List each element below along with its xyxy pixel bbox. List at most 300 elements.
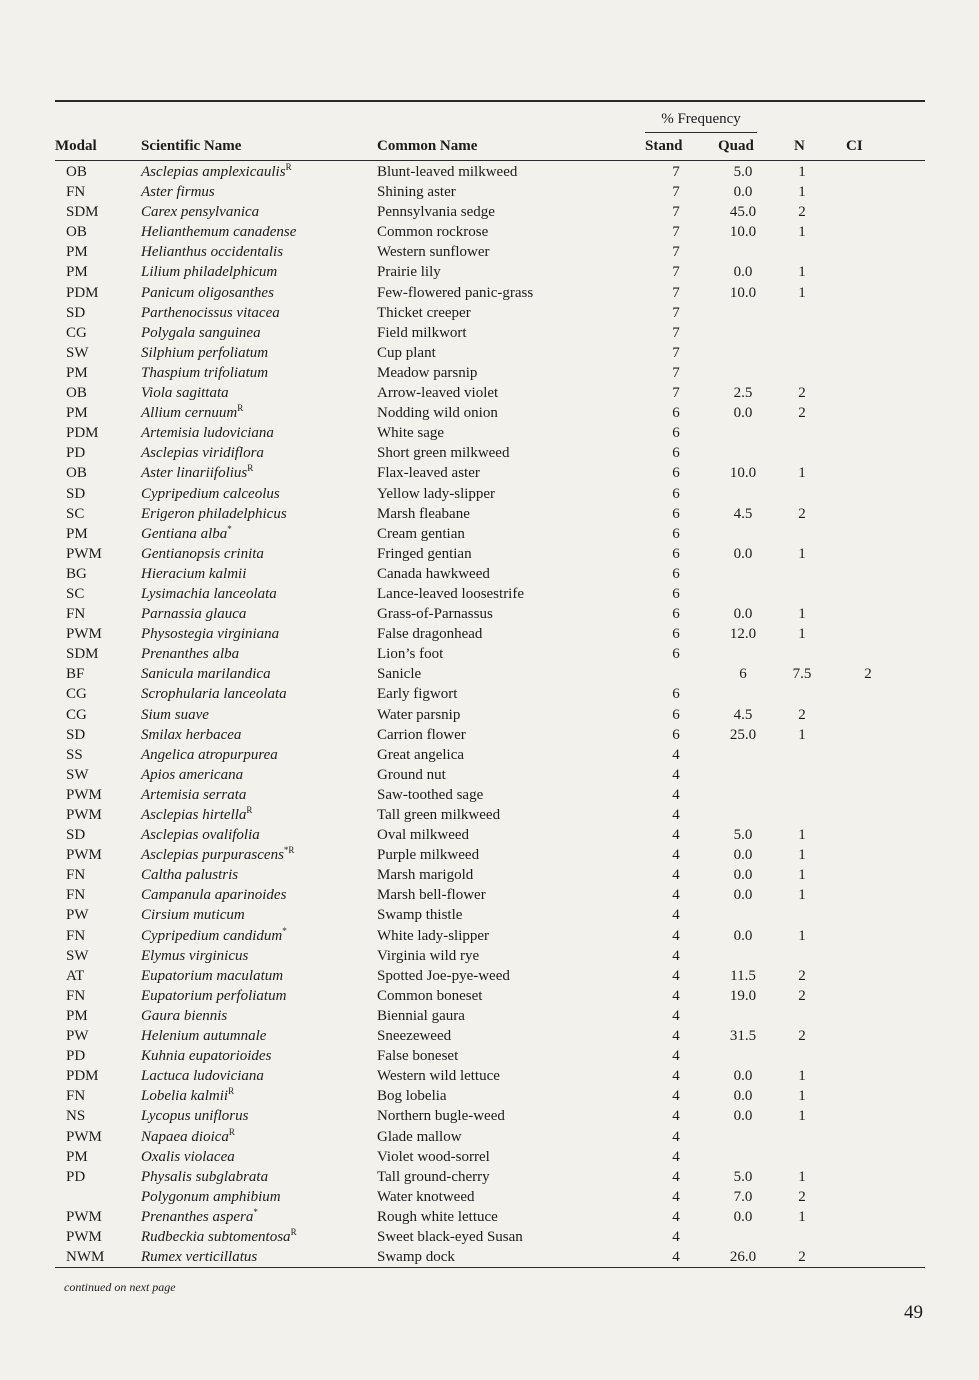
stand-cell: 6 bbox=[672, 706, 680, 723]
stand-cell: 4 bbox=[672, 947, 680, 964]
table-row bbox=[0, 705, 979, 725]
scientific-name-text: Allium cernuum bbox=[141, 405, 238, 422]
scientific-name-cell bbox=[141, 926, 287, 946]
common-name-cell: Yellow lady-slipper bbox=[377, 485, 496, 502]
modal-cell: PWM bbox=[66, 1228, 102, 1245]
table-row bbox=[0, 1247, 979, 1267]
stand-cell: 6 bbox=[672, 525, 680, 542]
common-name-cell: Oval milkweed bbox=[377, 827, 470, 844]
modal-cell: PD bbox=[66, 1168, 86, 1185]
common-name-cell: False dragonhead bbox=[377, 626, 483, 643]
modal-cell: SDM bbox=[66, 204, 99, 221]
modal-cell: PD bbox=[66, 1048, 86, 1065]
common-name-cell: Short green milkweed bbox=[377, 445, 510, 462]
scientific-name-cell bbox=[141, 785, 246, 805]
n-cell: 1 bbox=[798, 726, 806, 743]
scientific-name-text: Cypripedium candidum bbox=[141, 927, 283, 944]
table-row bbox=[0, 885, 979, 905]
common-name-cell: Common rockrose bbox=[377, 224, 489, 241]
continued-note: continued on next page bbox=[64, 1280, 176, 1294]
common-name-cell: Biennial gaura bbox=[377, 1007, 465, 1024]
scientific-name-cell bbox=[141, 1147, 235, 1167]
scientific-name-cell bbox=[141, 544, 264, 564]
scientific-name-text: Asclepias purpurascens bbox=[141, 847, 284, 864]
modal-cell: PM bbox=[66, 244, 88, 261]
stand-cell: 4 bbox=[672, 1208, 680, 1225]
scientific-name-cell bbox=[141, 303, 280, 323]
stand-cell: 6 bbox=[672, 485, 680, 502]
table-body bbox=[0, 162, 979, 1267]
stand-cell: 7 bbox=[672, 224, 680, 241]
n-cell: 2 bbox=[798, 385, 806, 402]
scientific-name-text: Hieracium kalmii bbox=[141, 565, 247, 582]
scientific-name-cell bbox=[141, 1187, 281, 1207]
common-name-cell: Marsh bell-flower bbox=[377, 887, 486, 904]
scientific-name-cell bbox=[141, 584, 277, 604]
stand-cell: 4 bbox=[672, 1188, 680, 1205]
scientific-name-text: Artemisia serrata bbox=[141, 786, 247, 803]
scientific-name-text: Carex pensylvanica bbox=[141, 204, 260, 221]
modal-cell: SC bbox=[66, 585, 85, 602]
modal-cell: PD bbox=[66, 445, 86, 462]
common-name-cell: Water knotweed bbox=[377, 1188, 475, 1205]
stand-cell: 7 bbox=[672, 364, 680, 381]
scientific-name-cell bbox=[141, 905, 245, 925]
table-row bbox=[0, 1227, 979, 1247]
table-row bbox=[0, 524, 979, 544]
common-name-cell: Tall green milkweed bbox=[377, 807, 501, 823]
scientific-name-text: Aster linariifolius bbox=[141, 465, 248, 482]
n-cell: 2 bbox=[798, 706, 806, 723]
footnote-marker: R bbox=[237, 403, 244, 414]
scientific-name-text: Lobelia kalmii bbox=[141, 1088, 229, 1105]
n-cell: 1 bbox=[798, 867, 806, 884]
scientific-name-cell bbox=[141, 765, 243, 785]
scientific-name-cell bbox=[141, 403, 243, 423]
modal-cell: FN bbox=[66, 887, 86, 904]
n-cell: 1 bbox=[798, 164, 806, 180]
table-row bbox=[0, 865, 979, 885]
common-name-cell: Swamp dock bbox=[377, 1249, 455, 1266]
stand-cell: 4 bbox=[672, 1028, 680, 1045]
scientific-name-text: Smilax herbacea bbox=[141, 726, 242, 743]
stand-cell: 7 bbox=[672, 324, 680, 341]
modal-cell: PM bbox=[66, 525, 88, 542]
quad-cell: 10.0 bbox=[729, 465, 757, 482]
common-name-cell: Saw-toothed sage bbox=[377, 786, 484, 803]
quad-cell: 7.0 bbox=[733, 1188, 753, 1205]
scientific-name-text: Parthenocissus vitacea bbox=[141, 304, 280, 321]
quad-cell: 0.0 bbox=[733, 405, 753, 422]
modal-cell: PDM bbox=[66, 1068, 99, 1085]
stand-cell: 4 bbox=[672, 1068, 680, 1085]
modal-cell: BF bbox=[66, 666, 85, 683]
modal-cell: OB bbox=[66, 385, 87, 402]
stand-cell: 6 bbox=[672, 465, 680, 482]
stand-cell: 6 bbox=[672, 545, 680, 562]
table-row bbox=[0, 162, 979, 182]
table-row bbox=[0, 825, 979, 845]
stand-cell: 4 bbox=[672, 766, 680, 783]
table-row bbox=[0, 1207, 979, 1227]
table-row bbox=[0, 926, 979, 946]
quad-cell: 11.5 bbox=[730, 967, 756, 984]
scientific-name-cell bbox=[141, 845, 294, 865]
scientific-name-cell bbox=[141, 343, 268, 363]
common-name-cell: Grass-of-Parnassus bbox=[377, 606, 493, 623]
modal-cell: SD bbox=[66, 485, 86, 502]
common-name-cell: Glade mallow bbox=[377, 1128, 462, 1145]
stand-cell: 4 bbox=[672, 1249, 680, 1266]
n-cell: 1 bbox=[798, 606, 806, 623]
scientific-name-text: Silphium perfoliatum bbox=[141, 344, 269, 361]
modal-cell: PW bbox=[66, 1028, 89, 1045]
scientific-name-cell bbox=[141, 162, 292, 182]
quad-cell: 45.0 bbox=[729, 204, 757, 221]
scientific-name-text: Apios americana bbox=[141, 766, 244, 783]
modal-cell: PWM bbox=[66, 545, 102, 562]
common-name-cell: Western wild lettuce bbox=[377, 1068, 500, 1085]
scientific-name-cell bbox=[141, 1127, 235, 1147]
stand-cell: 6 bbox=[672, 646, 680, 663]
scientific-name-text: Polygala sanguinea bbox=[141, 324, 261, 341]
footnote-marker: R bbox=[246, 805, 253, 815]
common-name-cell: Northern bugle-weed bbox=[377, 1108, 505, 1125]
quad-cell: 2.5 bbox=[733, 385, 753, 402]
n-cell: 1 bbox=[798, 827, 806, 844]
scientific-name-text: Kuhnia eupatorioides bbox=[141, 1048, 272, 1065]
common-name-cell: Ground nut bbox=[377, 766, 446, 783]
scientific-name-text: Gentianopsis crinita bbox=[141, 545, 264, 562]
quad-cell: 4.5 bbox=[733, 706, 753, 723]
scientific-name-text: Physalis subglabrata bbox=[141, 1168, 269, 1185]
scientific-name-text: Physostegia virginiana bbox=[141, 626, 280, 643]
n-cell: 1 bbox=[798, 626, 806, 643]
stand-cell: 4 bbox=[672, 967, 680, 984]
scientific-name-cell bbox=[141, 624, 279, 644]
modal-cell: FN bbox=[66, 927, 86, 944]
quad-cell: 12.0 bbox=[729, 626, 757, 643]
n-cell: 1 bbox=[798, 1068, 806, 1085]
scientific-name-text: Asclepias viridiflora bbox=[141, 445, 264, 462]
n-cell: 1 bbox=[798, 545, 806, 562]
stand-cell: 4 bbox=[672, 987, 680, 1004]
table-row bbox=[0, 544, 979, 564]
stand-cell: 4 bbox=[672, 786, 680, 803]
stand-cell: 7 bbox=[672, 264, 680, 281]
stand-cell: 4 bbox=[672, 1048, 680, 1065]
modal-cell: OB bbox=[66, 465, 87, 482]
scientific-name-text: Thaspium trifoliatum bbox=[141, 364, 269, 381]
modal-cell: PM bbox=[66, 1007, 88, 1024]
modal-cell: NWM bbox=[66, 1249, 105, 1266]
modal-cell: FN bbox=[66, 606, 86, 623]
scientific-name-cell bbox=[141, 463, 253, 483]
table-row bbox=[0, 1006, 979, 1026]
scientific-name-cell bbox=[141, 604, 246, 624]
n-cell: 2 bbox=[798, 1028, 806, 1045]
scientific-name-cell bbox=[141, 262, 277, 282]
common-name-cell: Arrow-leaved violet bbox=[377, 385, 499, 402]
scientific-name-text: Polygonum amphibium bbox=[141, 1188, 281, 1205]
stand-cell: 6 bbox=[672, 726, 680, 743]
modal-cell: SD bbox=[66, 304, 86, 321]
common-name-cell: Water parsnip bbox=[377, 706, 461, 723]
scientific-name-text: Angelica atropurpurea bbox=[141, 746, 278, 763]
quad-cell: 10.0 bbox=[729, 224, 757, 241]
scientific-name-text: Caltha palustris bbox=[141, 867, 239, 884]
scientific-name-cell bbox=[141, 524, 232, 544]
modal-cell: PDM bbox=[66, 284, 99, 301]
common-name-cell: Shining aster bbox=[377, 184, 456, 201]
scientific-name-cell bbox=[141, 1066, 264, 1086]
modal-cell: CG bbox=[66, 324, 87, 341]
scientific-name-text: Cirsium muticum bbox=[141, 907, 245, 924]
footnote-marker: R bbox=[285, 162, 292, 172]
quad-cell: 31.5 bbox=[729, 1028, 757, 1045]
column-header-quad: Quad bbox=[718, 138, 754, 154]
n-cell: 1 bbox=[798, 1088, 806, 1105]
quad-cell: 0.0 bbox=[733, 1068, 753, 1085]
n-cell: 2 bbox=[798, 405, 806, 422]
modal-cell: SD bbox=[66, 726, 86, 743]
scientific-name-cell bbox=[141, 283, 274, 303]
table-row bbox=[0, 222, 979, 242]
footnote-marker: R bbox=[228, 1086, 235, 1097]
table-row bbox=[0, 1046, 979, 1066]
common-name-cell: Field milkwort bbox=[377, 324, 467, 341]
scientific-name-text: Elymus virginicus bbox=[141, 947, 249, 964]
quad-cell: 0.0 bbox=[733, 887, 753, 904]
modal-cell: FN bbox=[66, 1088, 86, 1105]
scientific-name-text: Lycopus uniflorus bbox=[141, 1108, 249, 1125]
column-header-common-name: Common Name bbox=[377, 138, 478, 154]
modal-cell: NS bbox=[66, 1108, 86, 1125]
stand-cell: 7 bbox=[672, 244, 680, 261]
common-name-cell: Early figwort bbox=[377, 686, 458, 703]
common-name-cell: Tall ground-cherry bbox=[377, 1168, 490, 1185]
scientific-name-cell bbox=[141, 644, 239, 664]
n-cell: 2 bbox=[798, 1188, 806, 1205]
common-name-cell: Thicket creeper bbox=[377, 304, 471, 321]
table-row bbox=[0, 1127, 979, 1147]
footnote-marker: R bbox=[247, 463, 254, 474]
table-row bbox=[0, 1187, 979, 1207]
quad-cell: 25.0 bbox=[729, 726, 757, 743]
table-row bbox=[0, 644, 979, 664]
scientific-name-cell bbox=[141, 202, 259, 222]
footnote-marker: * bbox=[253, 1206, 258, 1217]
table-row bbox=[0, 624, 979, 644]
stand-cell: 4 bbox=[672, 887, 680, 904]
common-name-cell: Few-flowered panic-grass bbox=[377, 284, 534, 301]
scientific-name-text: Gentiana alba bbox=[141, 525, 228, 542]
stand-cell: 4 bbox=[672, 1007, 680, 1024]
scientific-name-cell bbox=[141, 363, 268, 383]
scientific-name-cell bbox=[141, 885, 286, 905]
quad-cell: 0.0 bbox=[733, 1208, 753, 1225]
table-row bbox=[0, 905, 979, 925]
table-row bbox=[0, 504, 979, 524]
scientific-name-cell bbox=[141, 1026, 266, 1046]
quad-cell: 10.0 bbox=[729, 284, 757, 301]
stand-cell: 4 bbox=[672, 867, 680, 884]
footnote-marker: R bbox=[228, 1126, 235, 1137]
common-name-cell: Carrion flower bbox=[377, 726, 466, 743]
n-cell: 1 bbox=[798, 465, 806, 482]
scientific-name-text: Rumex verticillatus bbox=[141, 1249, 258, 1266]
table-row bbox=[0, 584, 979, 604]
modal-cell: PW bbox=[66, 907, 89, 924]
n-cell: 2 bbox=[798, 987, 806, 1004]
quad-cell: 6 bbox=[739, 666, 747, 683]
table-row bbox=[0, 423, 979, 443]
table-row bbox=[0, 484, 979, 504]
common-name-cell: Common boneset bbox=[377, 987, 483, 1004]
modal-cell: OB bbox=[66, 224, 87, 241]
stand-cell: 4 bbox=[672, 1128, 680, 1145]
common-name-cell: Nodding wild onion bbox=[377, 405, 498, 422]
modal-cell: PM bbox=[66, 264, 88, 281]
ci-cell: 2 bbox=[864, 666, 872, 683]
n-cell: 1 bbox=[798, 847, 806, 864]
column-header-scientific-name: Scientific Name bbox=[141, 138, 242, 154]
table-row bbox=[0, 363, 979, 383]
n-cell: 1 bbox=[798, 264, 806, 281]
scientific-name-text: Asclepias ovalifolia bbox=[141, 827, 260, 844]
common-name-cell: Flax-leaved aster bbox=[377, 465, 480, 482]
quad-cell: 0.0 bbox=[733, 545, 753, 562]
quad-cell: 0.0 bbox=[733, 867, 753, 884]
common-name-cell: Sneezeweed bbox=[377, 1028, 452, 1045]
scientific-name-cell bbox=[141, 383, 229, 403]
common-name-cell: Sweet black-eyed Susan bbox=[377, 1228, 523, 1245]
scientific-name-cell bbox=[141, 865, 238, 885]
common-name-cell: Violet wood-sorrel bbox=[377, 1148, 490, 1165]
quad-cell: 19.0 bbox=[729, 987, 757, 1004]
frequency-group-rule bbox=[645, 132, 757, 133]
stand-cell: 7 bbox=[672, 284, 680, 301]
modal-cell: OB bbox=[66, 164, 87, 180]
scientific-name-cell bbox=[141, 966, 283, 986]
stand-cell: 6 bbox=[672, 425, 680, 442]
scientific-name-cell bbox=[141, 1046, 271, 1066]
modal-cell: FN bbox=[66, 987, 86, 1004]
scientific-name-cell bbox=[141, 805, 252, 825]
modal-cell: SW bbox=[66, 947, 89, 964]
table-header-rule bbox=[55, 160, 925, 161]
n-cell: 1 bbox=[798, 1208, 806, 1225]
footnote-marker: R bbox=[290, 1226, 297, 1237]
n-cell: 1 bbox=[798, 184, 806, 201]
common-name-cell: Sanicle bbox=[377, 666, 422, 683]
stand-cell: 4 bbox=[672, 907, 680, 924]
scientific-name-text: Rudbeckia subtomentosa bbox=[141, 1228, 291, 1245]
table-row bbox=[0, 242, 979, 262]
common-name-cell: Great angelica bbox=[377, 746, 465, 763]
modal-cell: BG bbox=[66, 565, 87, 582]
n-cell: 1 bbox=[798, 887, 806, 904]
scientific-name-cell bbox=[141, 443, 264, 463]
stand-cell: 4 bbox=[672, 927, 680, 944]
quad-cell: 26.0 bbox=[729, 1249, 757, 1266]
scientific-name-cell bbox=[141, 504, 287, 524]
scientific-name-text: Cypripedium calceolus bbox=[141, 485, 280, 502]
scientific-name-text: Campanula aparinoides bbox=[141, 887, 287, 904]
scientific-name-cell bbox=[141, 1167, 268, 1187]
common-name-cell: Cream gentian bbox=[377, 525, 465, 542]
quad-cell: 0.0 bbox=[733, 927, 753, 944]
quad-cell: 5.0 bbox=[733, 827, 753, 844]
stand-cell: 4 bbox=[672, 1148, 680, 1165]
modal-cell: PM bbox=[66, 405, 88, 422]
scientific-name-text: Artemisia ludoviciana bbox=[141, 425, 274, 442]
scientific-name-cell bbox=[141, 1207, 258, 1227]
scientific-name-text: Aster firmus bbox=[141, 184, 215, 201]
stand-cell: 6 bbox=[672, 585, 680, 602]
footnote-marker: *R bbox=[283, 845, 295, 856]
stand-cell: 4 bbox=[672, 847, 680, 864]
table-top-rule bbox=[55, 100, 925, 102]
modal-cell: SW bbox=[66, 766, 89, 783]
scientific-name-cell bbox=[141, 1227, 297, 1247]
scientific-name-text: Helianthus occidentalis bbox=[141, 244, 284, 261]
stand-cell: 7 bbox=[672, 304, 680, 321]
common-name-cell: Marsh marigold bbox=[377, 867, 474, 884]
scientific-name-cell bbox=[141, 182, 215, 202]
scientific-name-cell bbox=[141, 825, 260, 845]
common-name-cell: Canada hawkweed bbox=[377, 565, 490, 582]
column-header-stand: Stand bbox=[645, 138, 683, 154]
scientific-name-cell bbox=[141, 484, 280, 504]
table-row bbox=[0, 845, 979, 865]
scientific-name-text: Napaea dioica bbox=[141, 1128, 229, 1145]
modal-cell: PWM bbox=[66, 847, 102, 864]
scientific-name-cell bbox=[141, 242, 283, 262]
common-name-cell: Lance-leaved loosestrife bbox=[377, 585, 525, 602]
stand-cell: 6 bbox=[672, 606, 680, 623]
common-name-cell: Prairie lily bbox=[377, 264, 441, 281]
quad-cell: 5.0 bbox=[733, 1168, 753, 1185]
table-row bbox=[0, 805, 979, 825]
stand-cell: 4 bbox=[672, 1088, 680, 1105]
stand-cell: 7 bbox=[672, 344, 680, 361]
stand-cell: 7 bbox=[672, 164, 680, 180]
stand-cell: 7 bbox=[672, 204, 680, 221]
table-row bbox=[0, 283, 979, 303]
quad-cell: 0.0 bbox=[733, 184, 753, 201]
stand-cell: 7 bbox=[672, 184, 680, 201]
common-name-cell: Lion’s foot bbox=[377, 646, 444, 663]
table-row bbox=[0, 202, 979, 222]
table-row bbox=[0, 1147, 979, 1167]
footnote-marker: * bbox=[227, 523, 232, 534]
page-number: 49 bbox=[904, 1302, 923, 1323]
modal-cell: AT bbox=[66, 967, 85, 984]
table-row bbox=[0, 684, 979, 704]
table-row bbox=[0, 765, 979, 785]
modal-cell: PWM bbox=[66, 626, 102, 643]
common-name-cell: Spotted Joe-pye-weed bbox=[377, 967, 510, 984]
scientific-name-text: Eupatorium maculatum bbox=[141, 967, 284, 984]
table-row bbox=[0, 343, 979, 363]
stand-cell: 4 bbox=[672, 827, 680, 844]
scientific-name-text: Prenanthes alba bbox=[141, 646, 240, 663]
scientific-name-cell bbox=[141, 664, 271, 684]
scientific-name-cell bbox=[141, 684, 287, 704]
stand-cell: 6 bbox=[672, 405, 680, 422]
modal-cell: SD bbox=[66, 827, 86, 844]
